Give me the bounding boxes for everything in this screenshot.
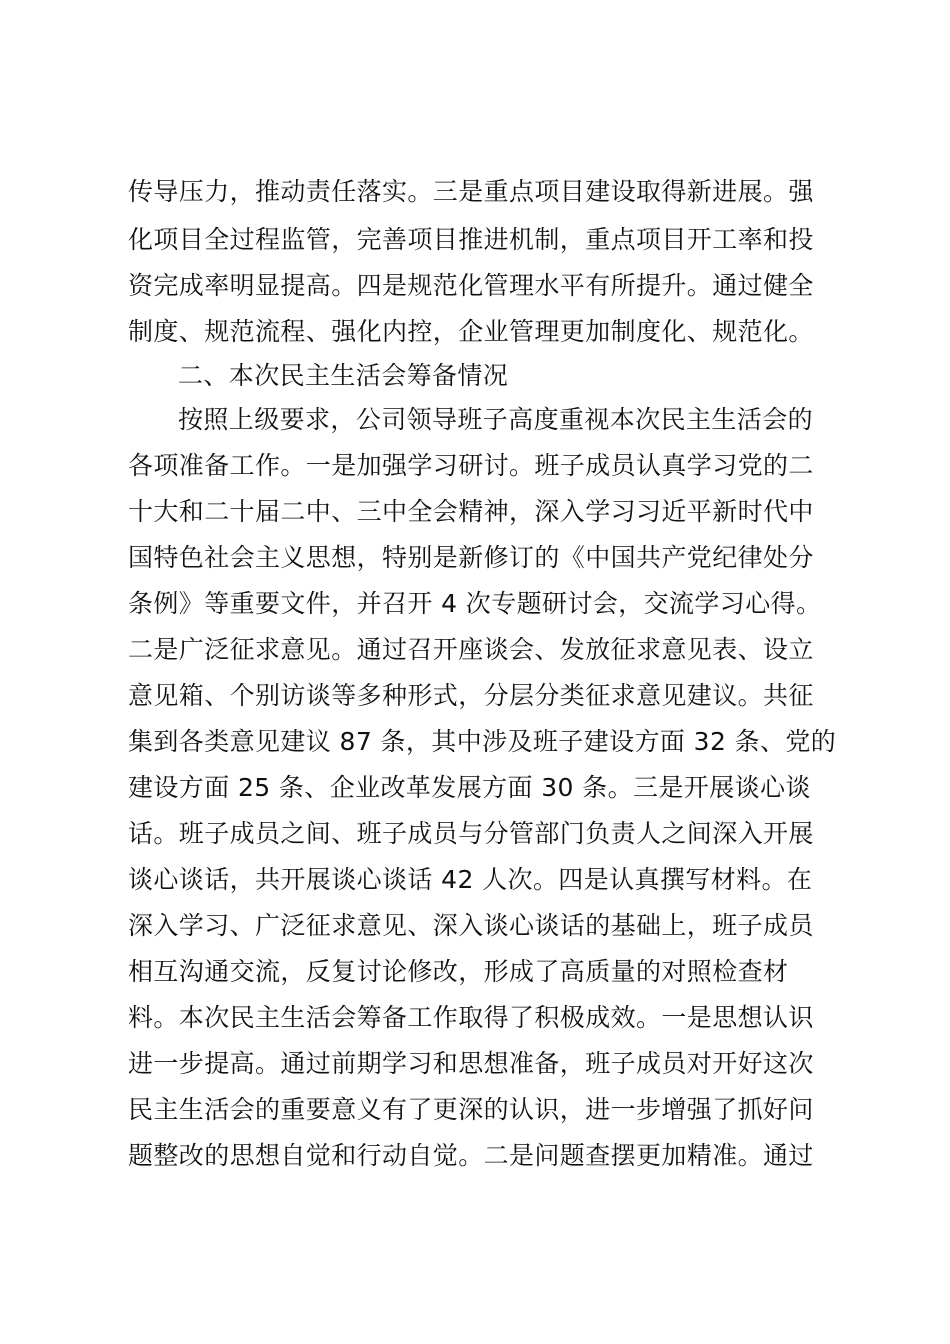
text-line-7: 各项准备工作。一是加强学习研讨。班子成员认真学习党的二 <box>128 451 814 480</box>
section-heading: 二、本次民主生活会筹备情况 <box>178 361 509 390</box>
text-line-4: 制度、规范流程、强化内控，企业管理更加制度化、规范化。 <box>128 317 814 346</box>
text-line-12: 意见箱、个别访谈等多种形式，分层分类征求意见建议。共征 <box>128 681 814 710</box>
text-line-14: 建设方面 25 条、企业改革发展方面 30 条。三是开展谈心谈 <box>128 773 811 802</box>
text-line-1: 传导压力，推动责任落实。三是重点项目建设取得新进展。强 <box>128 177 814 206</box>
text-line-13: 集到各类意见建议 87 条，其中涉及班子建设方面 32 条、党的 <box>128 727 837 756</box>
text-line-2: 化项目全过程监管，完善项目推进机制，重点项目开工率和投 <box>128 225 814 254</box>
text-line-22: 题整改的思想自觉和行动自觉。二是问题查摆更加精准。通过 <box>128 1141 814 1170</box>
text-line-15: 话。班子成员之间、班子成员与分管部门负责人之间深入开展 <box>128 819 814 848</box>
text-line-20: 进一步提高。通过前期学习和思想准备，班子成员对开好这次 <box>128 1049 814 1078</box>
text-line-3: 资完成率明显提高。四是规范化管理水平有所提升。通过健全 <box>128 271 814 300</box>
text-line-10: 条例》等重要文件，并召开 4 次专题研讨会，交流学习心得。 <box>128 589 822 618</box>
text-line-21: 民主生活会的重要意义有了更深的认识，进一步增强了抓好问 <box>128 1095 814 1124</box>
text-line-11: 二是广泛征求意见。通过召开座谈会、发放征求意见表、设立 <box>128 635 814 664</box>
text-line-9: 国特色社会主义思想，特别是新修订的《中国共产党纪律处分 <box>128 543 814 572</box>
text-line-16: 谈心谈话，共开展谈心谈话 42 人次。四是认真撰写材料。在 <box>128 865 813 894</box>
text-line-8: 十大和二十届二中、三中全会精神，深入学习习近平新时代中 <box>128 497 814 526</box>
text-line-17: 深入学习、广泛征求意见、深入谈心谈话的基础上，班子成员 <box>128 911 814 940</box>
text-line-6: 按照上级要求，公司领导班子高度重视本次民主生活会的 <box>178 405 814 434</box>
text-line-19: 料。本次民主生活会筹备工作取得了积极成效。一是思想认识 <box>128 1003 814 1032</box>
text-line-18: 相互沟通交流，反复讨论修改，形成了高质量的对照检查材 <box>128 957 789 986</box>
